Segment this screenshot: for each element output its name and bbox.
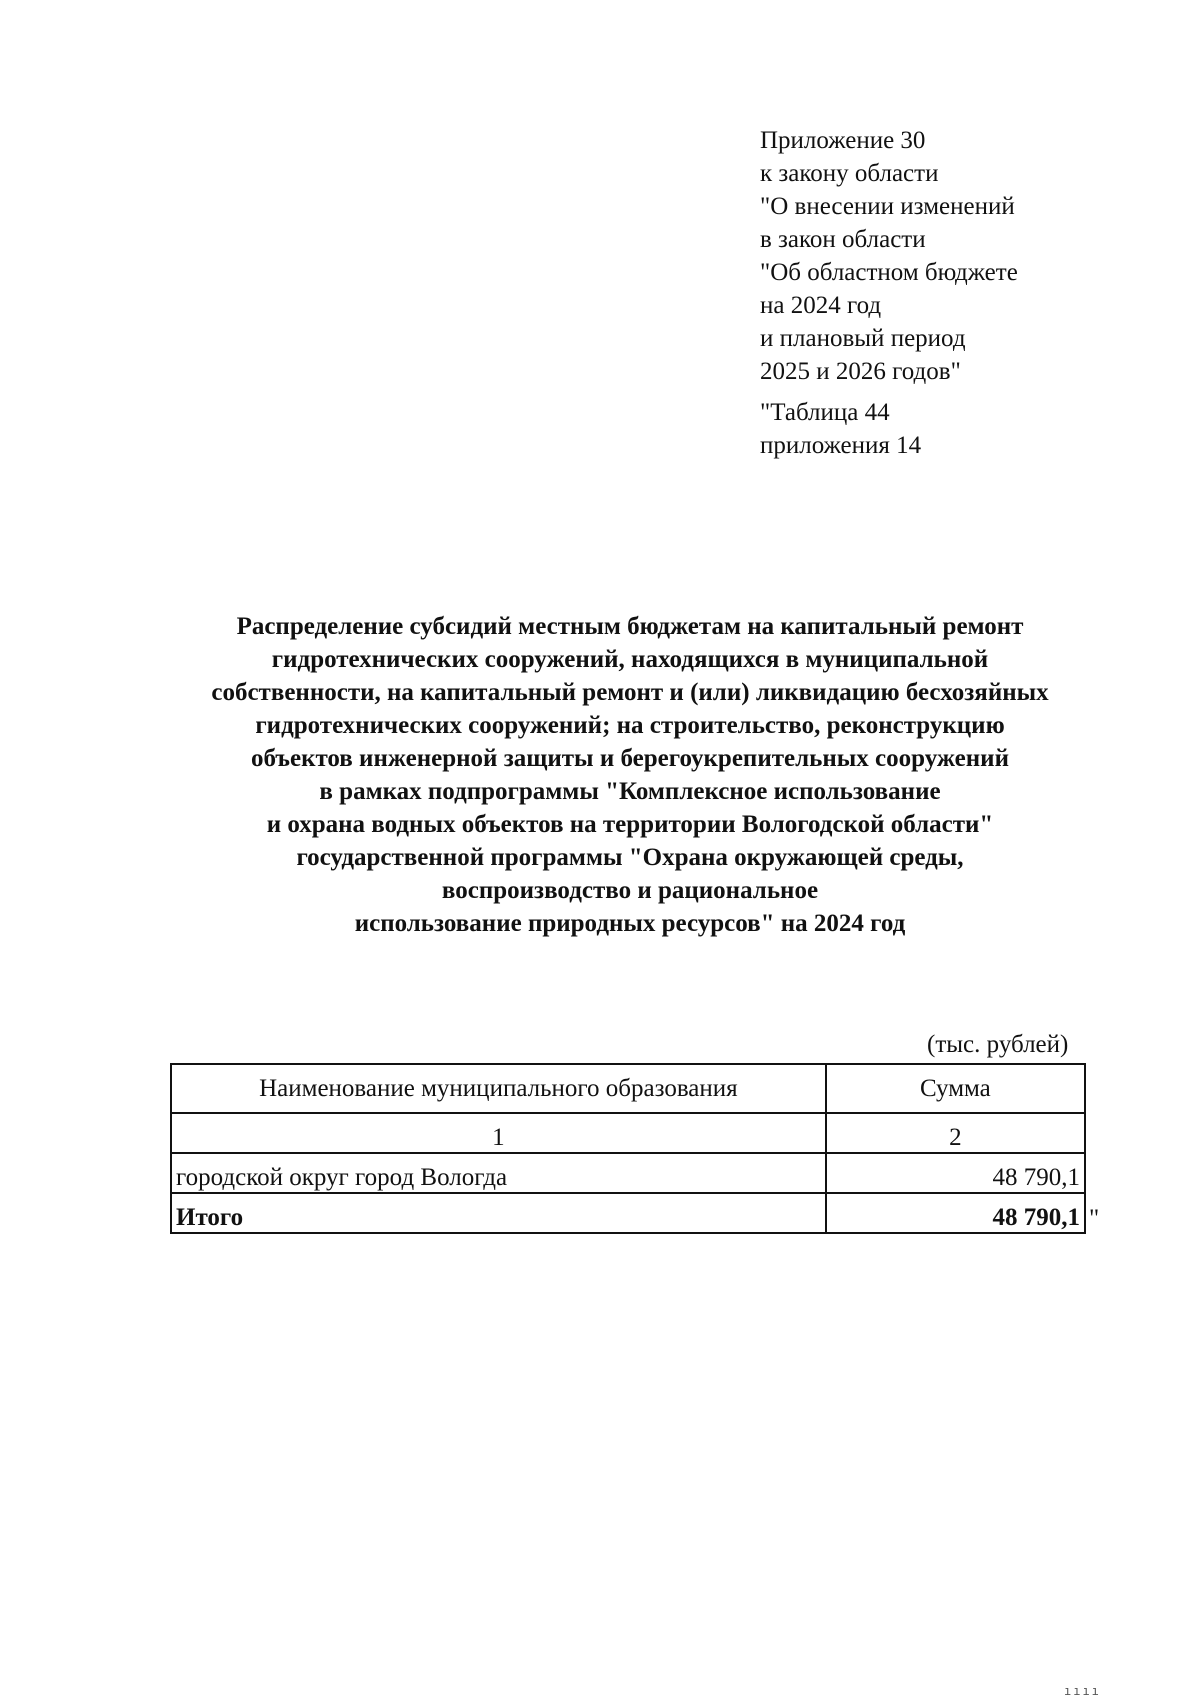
appendix-line: в закон области bbox=[760, 226, 926, 253]
title-line: воспроизводство и рациональное bbox=[441, 877, 819, 904]
appendix-line: и плановый период bbox=[760, 325, 966, 352]
table-row bbox=[171, 1153, 1085, 1193]
table-header-row bbox=[171, 1064, 1085, 1113]
appendix-line: 2025 и 2026 годов" bbox=[760, 358, 961, 385]
header-sum: Сумма bbox=[826, 1064, 1085, 1113]
column-number: 1 bbox=[171, 1113, 826, 1153]
title-line: собственности, на капитальный ремонт и (или) ликвидацию бесхозяйных bbox=[211, 679, 1049, 706]
title-line: Распределение субсидий местным бюджетам на капитальный ремонт bbox=[236, 613, 1024, 640]
column-number: 2 bbox=[826, 1113, 1085, 1153]
title-line: использование природных ресурсов" на 2024 год bbox=[354, 910, 906, 937]
title-line: и охрана водных объектов на территории Вологодской области" bbox=[266, 811, 994, 838]
municipality-name: городской округ город Вологда bbox=[171, 1153, 826, 1193]
municipality-sum: 48 790,1 bbox=[826, 1153, 1085, 1193]
scan-marks: ıııı bbox=[1064, 1684, 1101, 1698]
appendix-line: "Об областном бюджете bbox=[760, 259, 1018, 286]
subsidy-table bbox=[170, 1063, 1086, 1234]
title-line: гидротехнических сооружений; на строительство, реконструкцию bbox=[255, 712, 1005, 739]
header-name: Наименование муниципального образования bbox=[171, 1064, 826, 1113]
appendix-line: на 2024 год bbox=[760, 292, 882, 319]
column-number-row bbox=[171, 1113, 1085, 1153]
document-title bbox=[150, 610, 1110, 940]
appendix-block bbox=[760, 124, 1018, 462]
appendix-line: "О внесении изменений bbox=[760, 193, 1015, 220]
title-line: государственной программы "Охрана окружающей среды, bbox=[296, 844, 964, 871]
appendix-line: Приложение 30 bbox=[760, 127, 926, 154]
title-line: в рамках подпрограммы "Комплексное использование bbox=[319, 778, 941, 805]
total-sum: 48 790,1 bbox=[826, 1193, 1085, 1233]
title-line: гидротехнических сооружений, находящихся в муниципальной bbox=[271, 646, 989, 673]
title-line: объектов инженерной защиты и берегоукрепительных сооружений bbox=[251, 745, 1009, 772]
total-row bbox=[171, 1193, 1085, 1233]
table-ref-line: приложения 14 bbox=[760, 432, 922, 459]
table-ref-line: "Таблица 44 bbox=[760, 399, 890, 426]
units-label: (тыс. рублей) bbox=[927, 1031, 1069, 1058]
closing-quote: " bbox=[1089, 1205, 1100, 1232]
appendix-line: к закону области bbox=[760, 160, 939, 187]
total-label: Итого bbox=[171, 1193, 826, 1233]
